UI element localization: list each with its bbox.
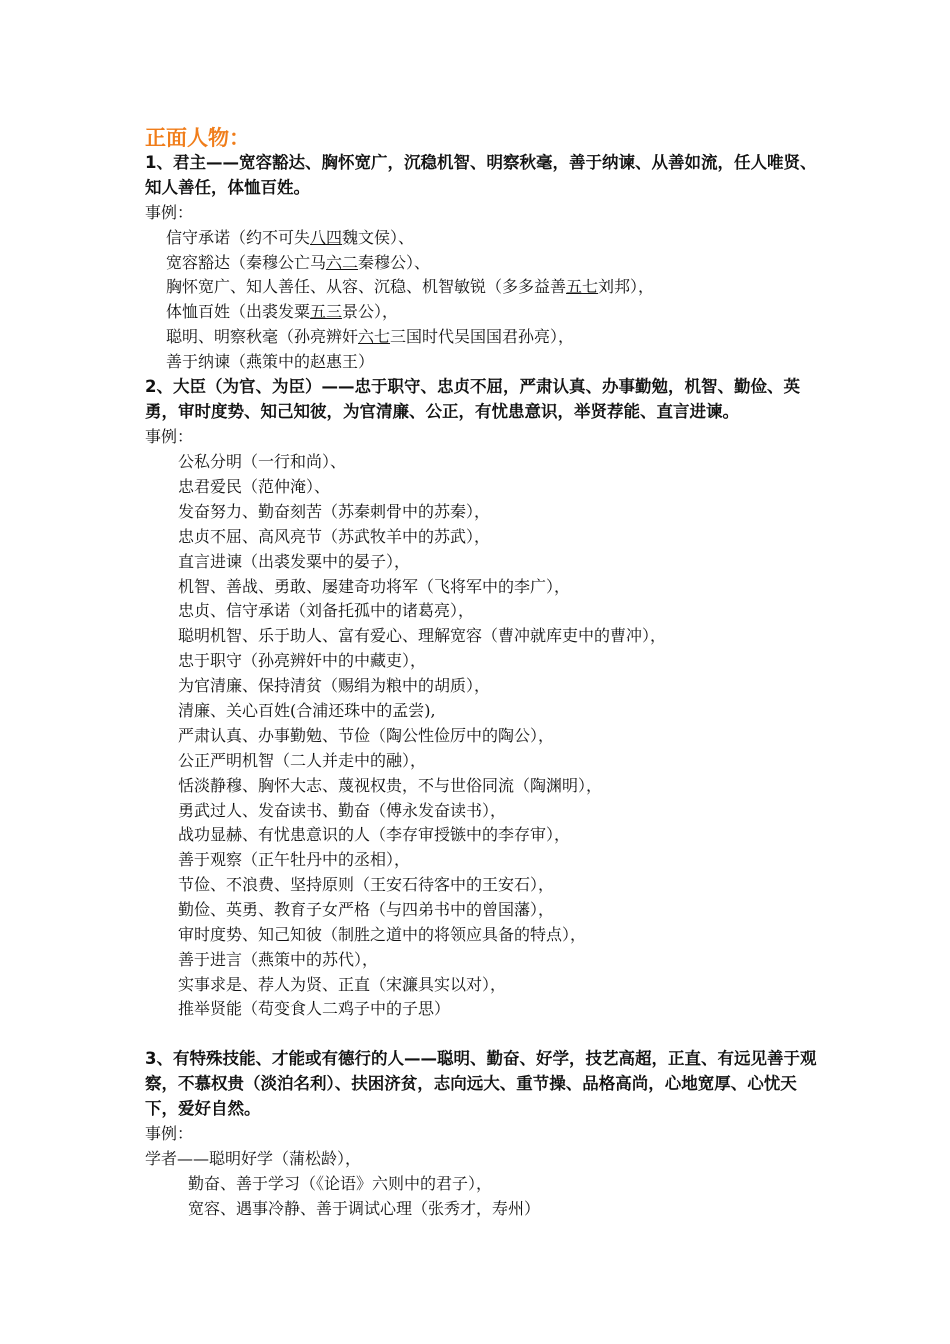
example-item: 善于进言（燕策中的苏代），: [178, 950, 379, 969]
example-label: 事例：: [145, 427, 194, 446]
example-item: 信守承诺（约不可失八四魏文侯）、: [166, 228, 415, 247]
example-item: 善于纳谏（燕策中的赵惠王）: [166, 352, 375, 371]
example-item: 审时度势、知己知彼（制胜之道中的将领应具备的特点），: [178, 925, 587, 944]
example-item: 发奋努力、勤奋刻苦（苏秦刺骨中的苏秦），: [178, 502, 491, 521]
example-item: 实事求是、荐人为贤、正直（宋濂具实以对），: [178, 975, 507, 994]
example-item: 机智、善战、勇敢、屡建奇功将军（飞将军中的李广），: [178, 577, 571, 596]
example-item: 勤俭、英勇、教育子女严格（与四弟书中的曾国藩），: [178, 900, 555, 919]
page-title: 正面人物：: [145, 126, 250, 150]
example-item: 公正严明机智（二人并走中的融），: [178, 751, 427, 770]
example-item: 勤奋、善于学习（《论语》六则中的君子），: [188, 1174, 493, 1193]
example-label: 事例：: [145, 203, 194, 222]
example-item: 忠于职守（孙亮辨奸中的中藏吏），: [178, 651, 427, 670]
section-heading: 2、大臣（为官、为臣）——忠于职守、忠贞不屈，严肃认真、办事勤勉，机智、勤俭、英勇，审时度势、知己知彼，为官清廉、公正，有忧患意识，举贤荐能、直言进谏。: [145, 377, 800, 421]
example-item: 忠君爱民（范仲淹）、: [178, 477, 331, 496]
example-item: 宽容豁达（秦穆公亡马六二秦穆公）、: [166, 253, 431, 272]
example-item: 推举贤能（苟变食人二鸡子中的子思）: [178, 999, 451, 1018]
example-item: 体恤百姓（出裘发粟五三景公），: [166, 302, 399, 321]
example-label: 事例：: [145, 1124, 194, 1143]
scholar-lead-line: 学者——聪明好学（蒲松龄），: [145, 1149, 362, 1168]
example-item: 恬淡静穆、胸怀大志、蔑视权贵，不与世俗同流（陶渊明），: [178, 776, 603, 795]
example-item: 宽容、遇事冷静、善于调试心理（张秀才，寿州）: [188, 1199, 541, 1218]
section-heading: 1、君主——宽容豁达、胸怀宽广，沉稳机智、明察秋毫，善于纳谏、从善如流，任人唯贤、知人善任，体恤百姓。: [145, 153, 817, 197]
example-item: 战功显赫、有忧患意识的人（李存审授镞中的李存审），: [178, 825, 571, 844]
example-item: 聪明机智、乐于助人、富有爱心、理解宽容（曹冲就库吏中的曹冲），: [178, 626, 667, 645]
example-item: 清廉、关心百姓(合浦还珠中的孟尝),: [178, 701, 436, 720]
example-item: 胸怀宽广、知人善任、从容、沉稳、机智敏锐（多多益善五七刘邦），: [166, 277, 655, 296]
example-item: 节俭、不浪费、坚持原则（王安石待客中的王安石），: [178, 875, 555, 894]
example-item: 为官清廉、保持清贫（赐绢为粮中的胡质），: [178, 676, 491, 695]
example-item: 聪明、明察秋毫（孙亮辨奸六七三国时代吴国国君孙亮），: [166, 327, 575, 346]
example-item: 忠贞不屈、高风亮节（苏武牧羊中的苏武），: [178, 527, 491, 546]
example-item: 忠贞、信守承诺（刘备托孤中的诸葛亮），: [178, 601, 475, 620]
example-item: 善于观察（正午牡丹中的丞相），: [178, 850, 411, 869]
example-item: 严肃认真、办事勤勉、节俭（陶公性俭厉中的陶公），: [178, 726, 555, 745]
example-item: 勇武过人、发奋读书、勤奋（傅永发奋读书），: [178, 801, 507, 820]
example-item: 直言进谏（出裘发粟中的晏子），: [178, 552, 411, 571]
section-heading: 3、有特殊技能、才能或有德行的人——聪明、勤奋、好学，技艺高超，正直、有远见善于观察，不慕权贵（淡泊名利）、扶困济贫，志向远大、重节操、品格高尚，心地宽厚、心忧天下，爱好自然。: [145, 1049, 817, 1118]
example-item: 公私分明（一行和尚）、: [178, 452, 347, 471]
